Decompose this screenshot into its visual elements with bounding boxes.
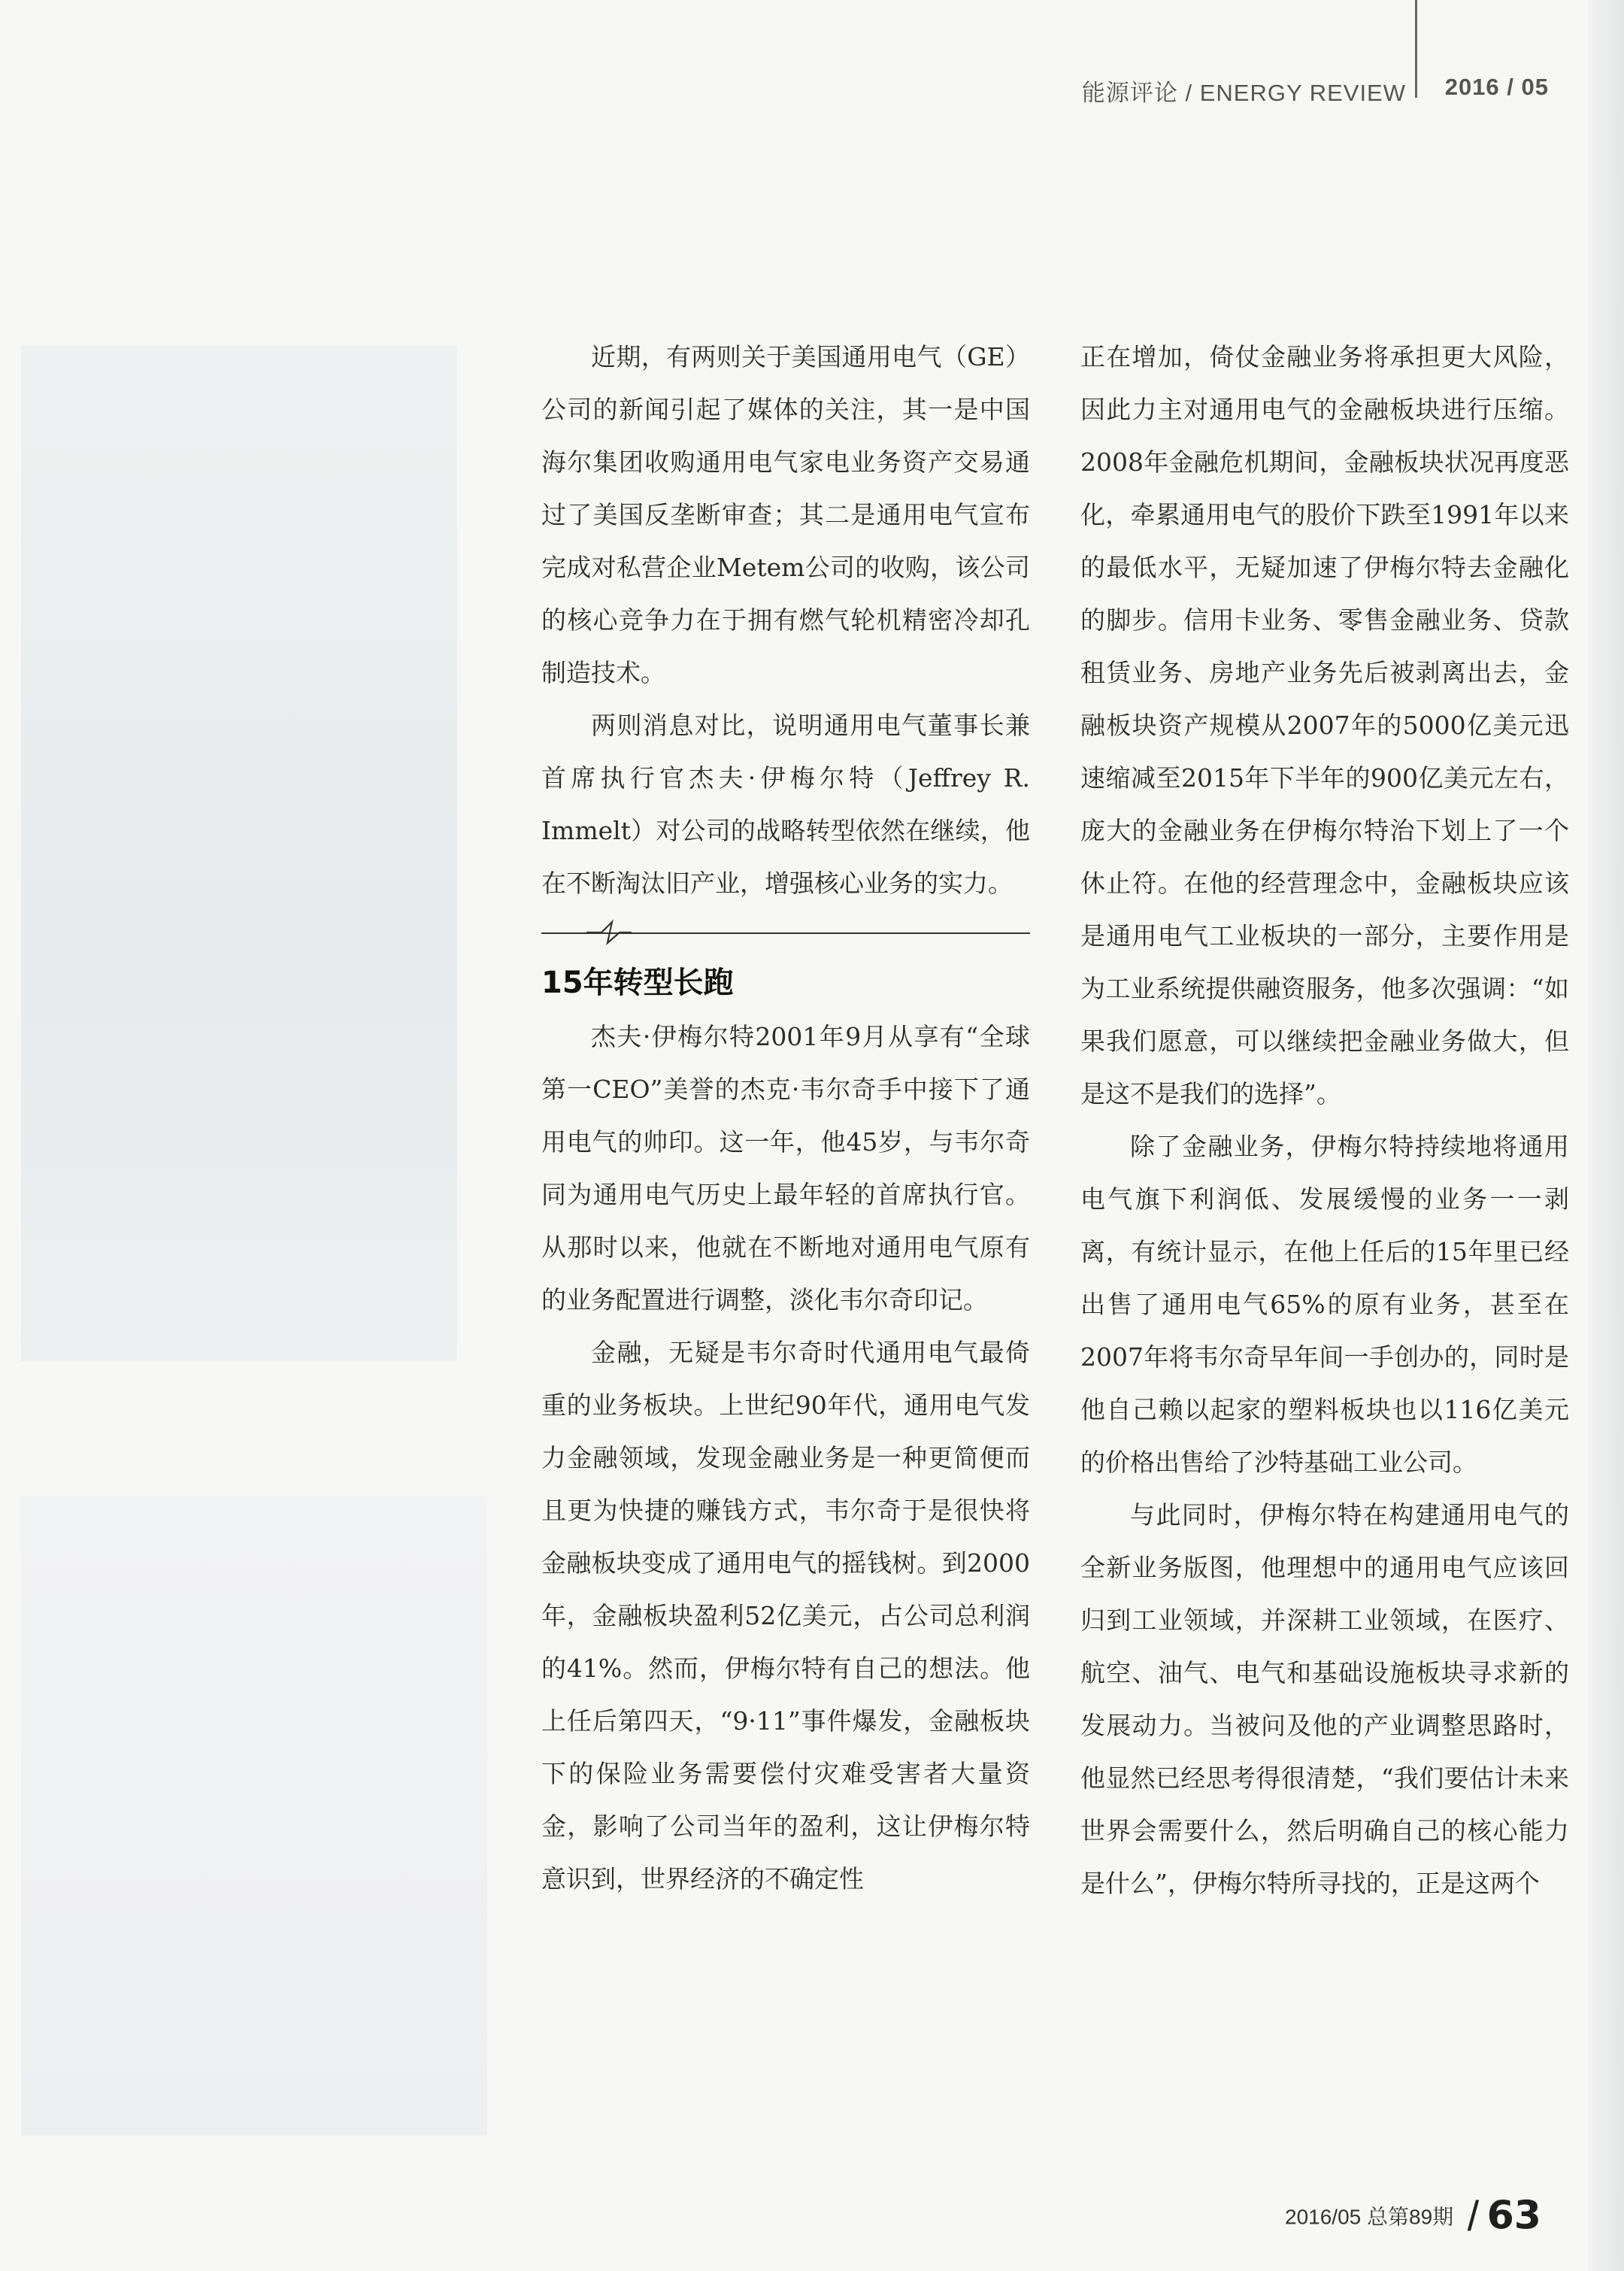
article-column-left	[541, 331, 1030, 1906]
article-column-right	[1080, 331, 1569, 1910]
article-paragraph: 金融，无疑是韦尔奇时代通用电气最倚重的业务板块。上世纪90年代，通用电气发力金融领域，发现金融业务是一种更简便而且更为快捷的赚钱方式，韦尔奇于是很快将金融板块变成了通用电气的摇钱树。到2000年，金融板块盈利52亿美元，占公司总利润的41%。然而，伊梅尔特有自己的想法。他上任后第四天，“9·11”事件爆发，金融板块下的保险业务需要偿付灾难受害者大量资金，影响了公司当年的盈利，这让伊梅尔特意识到，世界经济的不确定性	[541, 1338, 1030, 1894]
running-header	[1038, 69, 1579, 107]
article-paragraph: 两则消息对比，说明通用电气董事长兼首席执行官杰夫·伊梅尔特（Jeffrey R. Immelt）对公司的战略转型依然在继续，他在不断淘汰旧产业，增强核心业务的实力。	[541, 711, 1030, 898]
background-caption-fade	[21, 1496, 487, 2136]
article-paragraph-continued: 正在增加，倚仗金融业务将承担更大风险，因此力主对通用电气的金融板块进行压缩。2008年金融危机期间，金融板块状况再度恶化，牵累通用电气的股价下跌至1991年以来的最低水平，无疑加速了伊梅尔特去金融化的脚步。信用卡业务、零售金融业务、贷款租赁业务、房地产业务先后被剥离出去，金融板块资产规模从2007年的5000亿美元迅速缩减至2015年下半年的900亿美元左右，庞大的金融业务在伊梅尔特治下划上了一个休止符。在他的经营理念中，金融板块应该是通用电气工业板块的一部分，主要作用是为工业系统提供融资服务，他多次强调：“如果我们愿意，可以继续把金融业务做大，但是这不是我们的选择”。	[1080, 342, 1569, 1108]
page-footer	[1285, 2191, 1541, 2244]
page-edge-shadow	[1588, 0, 1624, 2271]
article-paragraph: 除了金融业务，伊梅尔特持续地将通用电气旗下利润低、发展缓慢的业务一一剥离，有统计显示，在他上任后的15年里已经出售了通用电气65%的原有业务，甚至在2007年将韦尔奇早年间一手创办的，同时是他自己赖以起家的塑料板块也以116亿美元的价格出售给了沙特基础工业公司。	[1080, 1132, 1569, 1477]
page-number: 63	[1486, 2193, 1541, 2239]
section-heading: 15年转型长跑	[541, 966, 734, 1000]
footer-slash: /	[1467, 2192, 1480, 2239]
divider-zigzag-icon	[586, 917, 632, 948]
issue-meta: 2016/05 总第89期	[1285, 2205, 1454, 2229]
article-paragraph: 与此同时，伊梅尔特在构建通用电气的全新业务版图，他理想中的通用电气应该回归到工业领域，并深耕工业领域，在医疗、航空、油气、电气和基础设施板块寻求新的发展动力。当被问及他的产业调整思路时，他显然已经思考得很清楚，“我们要估计未来世界会需要什么，然后明确自己的核心能力是什么”，伊梅尔特所寻找的，正是这两个	[1080, 1500, 1569, 1898]
background-photo-fade	[21, 346, 457, 1361]
article-paragraph: 近期，有两则关于美国通用电气（GE）公司的新闻引起了媒体的关注，其一是中国海尔集团收购通用电气家电业务资产交易通过了美国反垄断审查；其二是通用电气宣布完成对私营企业Metem公司的收购，该公司的核心竞争力在于拥有燃气轮机精密冷却孔制造技术。	[541, 342, 1030, 687]
section-divider	[541, 910, 1030, 955]
issue-date: 2016 / 05	[1444, 74, 1549, 100]
article-paragraph: 杰夫·伊梅尔特2001年9月从享有“全球第一CEO”美誉的杰克·韦尔奇手中接下了通用电气的帅印。这一年，他45岁，与韦尔奇同为通用电气历史上最年轻的首席执行官。从那时以来，他就在不断地对通用电气原有的业务配置进行调整，淡化韦尔奇印记。	[541, 1022, 1030, 1314]
magazine-name: 能源评论 / ENERGY REVIEW	[1081, 80, 1406, 106]
